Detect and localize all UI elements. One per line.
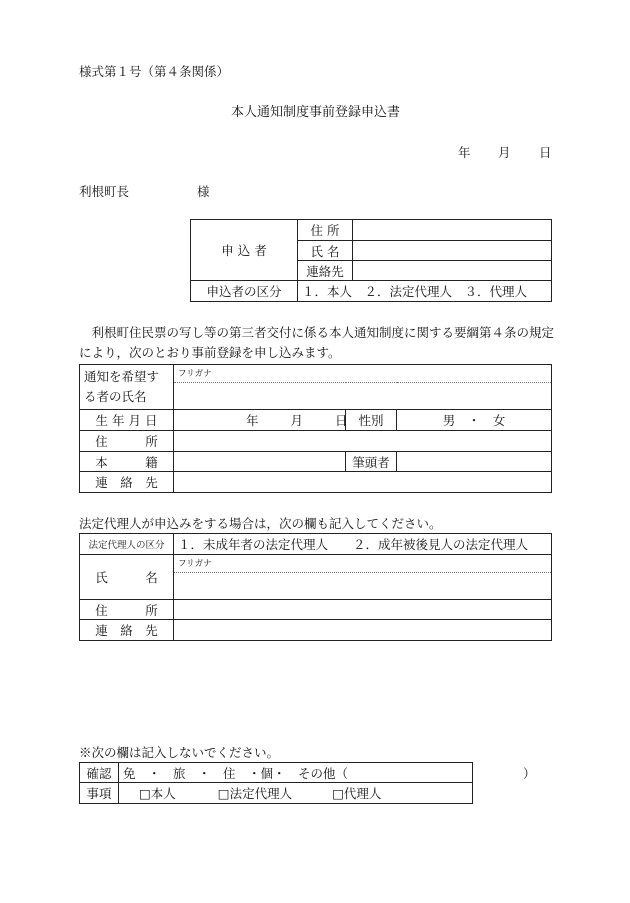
- birthdate-field[interactable]: [174, 410, 346, 431]
- applicant-category-options[interactable]: １．本人 ２．法定代理人 ３．代理人: [298, 281, 552, 302]
- applicant-table: [190, 219, 552, 302]
- office-check-items: 免 ・ 旅 ・ 住 ・個・ その他（ ）: [119, 763, 473, 783]
- office-applicant-options: [119, 783, 473, 804]
- birth-day-label: 日: [335, 413, 348, 428]
- addressee-honorific: 様: [197, 184, 210, 199]
- intro-paragraph: 利根町住民票の写し等の第三者交付に係る本人通知制度に関する要綱第４条の規定により，次のとおり事前登録を申し込みます。: [79, 325, 555, 360]
- legal-category-label: 法定代理人の区分: [80, 534, 174, 555]
- sex-label: 性別: [346, 410, 397, 431]
- birthdate-label: 生 年 月 日: [80, 410, 174, 431]
- form-number: 様式第１号（第４条関係）: [79, 64, 230, 79]
- office-option-legal: □法定代理人: [217, 786, 293, 801]
- date-day-label: 日: [539, 145, 552, 160]
- legal-representative-table: [79, 533, 552, 641]
- legal-name-label: 氏 名: [80, 555, 174, 600]
- legal-name-field[interactable]: [174, 573, 552, 600]
- applicant-label: 申 込 者: [191, 220, 298, 281]
- furigana-label: フリガナ: [178, 559, 212, 569]
- date-year-label: 年: [458, 145, 471, 160]
- honseki-field[interactable]: [174, 452, 346, 472]
- applicant-contact-field[interactable]: [353, 261, 552, 281]
- household-head-field[interactable]: [397, 452, 552, 472]
- furigana-label: フリガナ: [178, 369, 212, 379]
- legal-address-field[interactable]: [174, 600, 552, 620]
- target-name-field[interactable]: [174, 383, 552, 410]
- legal-representative-note: 法定代理人が申込みをする場合は，次の欄も記入してください。: [79, 516, 442, 531]
- office-option-agent: □代理人: [332, 786, 382, 801]
- date-month-label: 月: [498, 145, 511, 160]
- sex-options[interactable]: 男 ・ 女: [397, 410, 552, 431]
- legal-furigana-field[interactable]: [174, 555, 552, 573]
- household-head-label: 筆頭者: [346, 452, 397, 472]
- legal-contact-label: 連 絡 先: [80, 620, 174, 641]
- document-title: 本人通知制度事前登録申込書: [231, 105, 401, 120]
- target-name-label: 通知を希望する者の氏名: [80, 365, 174, 410]
- registration-table: [79, 364, 552, 493]
- honseki-label: 本 籍: [80, 452, 174, 472]
- target-address-label: 住 所: [80, 431, 174, 452]
- applicant-category-label: 申込者の区分: [191, 281, 298, 302]
- target-address-field[interactable]: [174, 431, 552, 452]
- applicant-contact-label: 連絡先: [298, 261, 353, 281]
- applicant-name-label: 氏 名: [298, 241, 353, 261]
- addressee: 利根町長: [79, 184, 130, 199]
- office-item-label: 事項: [80, 783, 119, 804]
- applicant-name-field[interactable]: [353, 241, 552, 261]
- legal-contact-field[interactable]: [174, 620, 552, 641]
- target-furigana-field[interactable]: [174, 365, 552, 383]
- office-option-self: □本人: [139, 786, 176, 801]
- birth-month-label: 月: [290, 413, 304, 428]
- office-confirm-label: 確認: [80, 763, 119, 783]
- target-contact-label: 連 絡 先: [80, 472, 174, 493]
- office-use-note: ※次の欄は記入しないでください。: [79, 745, 280, 760]
- birth-year-label: 年: [246, 413, 259, 428]
- applicant-address-label: 住 所: [298, 220, 353, 241]
- target-contact-field[interactable]: [174, 472, 552, 493]
- legal-category-options[interactable]: １．未成年者の法定代理人 ２．成年被後見人の法定代理人: [174, 534, 552, 555]
- office-use-table: [79, 762, 536, 804]
- applicant-address-field[interactable]: [353, 220, 552, 241]
- legal-address-label: 住 所: [80, 600, 174, 620]
